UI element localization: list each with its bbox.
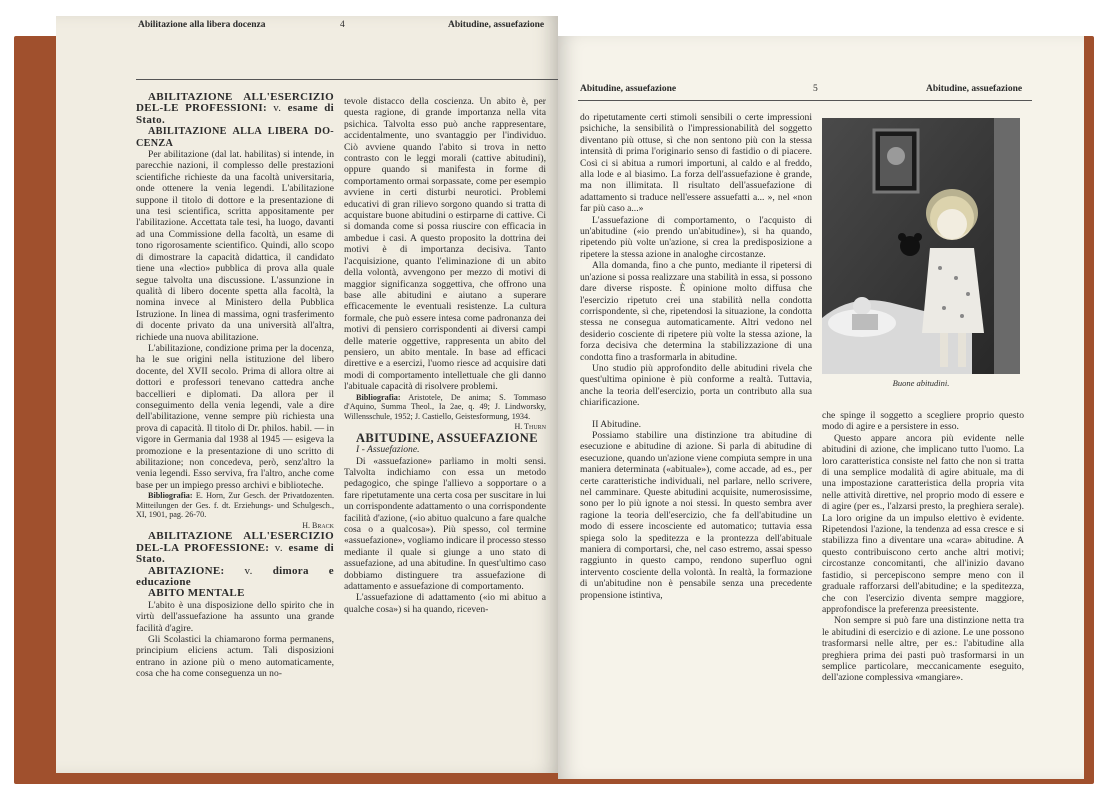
entry-title: ABITO MENTALE [148,587,245,600]
right-head-title: Abitudine, assuefazione [580,84,677,94]
paragraph: Uno studio più approfondito delle abitudini rivela che quest'ultima opinione è più conforme a realtà. Tuttavia, anche la teoria dell'esercizio, porta un contributo alla sua chiarificazione. [580,362,812,409]
entry-title: ABITAZIONE: v. dimora e educazione [136,564,334,589]
paragraph: tevole distacco della coscienza. Un abito è, per questa ragione, di grande importanza nella vita psichica. Talvolta esso può anche rappresentare, accidentalmente, uno svantaggio per l'individuo. Ciò avviene quando l'abito si trova in netto contrasto con le leggi morali (cattive abitudini), oppure quando si manifesta in forme di comportamento ormai sorpassate, come per esempio avviene in certi disturbi neurotici. Problemi educativi di gran rilievo sorgono quando si tratta di acquistare buone abitudini o estirparne di cattive. Ci si domanda come si possa riuscire con efficacia in ambedue i casi. A questo proposito la dottrina dei motivi è di importanza decisiva. Tanto l'acquisizione, quanto l'eliminazione di un abito della volontà, avvengono per mezzo di motivi di maggior significanza soggettiva, che offrono una base alle abitudini e aiutano a superare efficacemente le eventuali resistenze. La cultura formale, che può essere intesa come padronanza dei motivi di pensiero corrispondenti ai diversi campi delle materie oggettive, rappresenta un abito del pensiero, un abito mentale. In base ad efficaci direttive e a esercizi, l'uomo riesce ad acquisire dati modi di comportamento intellettuale che gli danno l'abituale capacità di risolvere problemi. [344,96,546,393]
paragraph: L'abilitazione, condizione prima per la docenza, ha le sue origini nella istituzione del libero docente, del XVII secolo. Prima di allora oltre ai dottori e professori tenevano cattedra anche baccellieri e diplomati. Da allora per il conseguimento della venia legendi, vale a dire dell'abilitazione, venne sempre più richiesta una prova di capacità. Il titolo di Dr. philos. habil. — in vigore in Germania dal 1938 al 1945 — esigeva la promozione e la presentazione di uno scritto di abilitazione; non concedeva, però, senz'altro la venia legendi. Esso serviva, fra l'altro, anche come base per un impiego presso archivi e biblioteche. [136,342,334,491]
paragraph: che spinge il soggetto a scegliere proprio questo modo di agire e a persistere in esso. [822,410,1024,433]
entry-title: ABILITAZIONE ALL'ESERCIZIO DEL-LA PROFESSIONE: v. esame di Stato. [136,530,334,566]
right-running-head [558,80,1084,100]
right-head-rule [578,100,1032,101]
section-heading: II Abitudine. [592,418,642,430]
entry-title: ABILITAZIONE ALL'ESERCIZIO DEL-LE PROFESSIONI: v. esame di Stato. [136,91,334,126]
left-head-rule [136,79,558,80]
right-column-2 [822,410,1024,684]
paragraph: Non sempre si può fare una distinzione netta tra le abitudini di esercizio e di azione. Le une possono trasformarsi nelle altre, per es.: l'abitudine alla preghiera prima dei pasti può trasformarsi in un semplice particolare, meccanicamente eseguito, dell'azione complessiva «mangiare». [822,615,1024,684]
author-signature: H. Brack [302,521,334,530]
paragraph: Questo appare ancora più evidente nelle abitudini di azione, che implicano tutto l'uomo. La loro caratteristica consiste nel fatto che non si tratta di una semplice modalità di agire abituale, ma di una impostazione caratteristica della propria vita nelle attività direttive, nel proprio modo di essere e di agire (per es., l'alzarsi presto, la preghiera serale). La loro origine da un impulso elettivo è evidente. Ripetendosi l'azione, la tendenza ad essa cresce e si stabilizza fino a diventare una «cara» abitudine. A questo contribuiscono certo anche altri motivi; circostanze concomitanti, che all'inizio davano fastidio, si percepiscono sempre meno con il graduale rafforzarsi dell'abitudine; e la speditezza, che con l'esercizio diventa sempre maggiore, approfondisce la preferenza preesistente. [822,432,1024,615]
entry-title: ABITUDINE, ASSUEFAZIONE [356,430,538,445]
section-heading: I - Assuefazione. [356,444,420,456]
right-column-1 [580,112,812,601]
paragraph: do ripetutamente certi stimoli sensibili o certe impressioni psichiche, la sensibilità o l'impressionabilità del soggetto diventano più ottuse, sì che non sentono più con la stessa intensità di prima l'originario senso di fastidio o di piacere. Così ci si abitua a rumori importuni, al caldo e al freddo, alla lode e al biasimo. La forza dell'assuefazione è grande, ma non illimitata. Il risultato dell'assuefazione di adattamento si traduce nell'essere assuefatti a... », nel «non far più caso a...» [580,112,812,215]
paragraph: Possiamo stabilire una distinzione tra abitudine di esecuzione e abitudine di azione. Si parla di abitudine di esecuzione, quando un'azione viene compiuta sempre in una maniera determinata («abituale»), come accade, ad es., per certe caratteristiche individuali, nel parlare, nello scrivere, nel camminare. Queste abitudini acquisite, numerosissime, sono per lo più ignote a noi stessi. In questo sembra aver ragione la teoria dell'esercizio, che fa dell'abitudine un modo di essere incosciente ed automatico; tuttavia essa spiega solo la speditezza e la prontezza dell'abituale maniera di comportarsi, che, nel caso estremo, assai spesso raggiunto in questo campo, rendono superfluo ogni intervento cosciente della volontà. In realtà, la formazione di un'abitudine non è pensabile senza una precedente propensione istintiva, [580,429,812,601]
bibliography: Bibliografia: E. Horn, Zur Gesch. der Privatdozenten. Mitteilungen der Ges. f. dt. Erziehungs- und Schulgesch., XI, 1901, pag. 26-70. [136,491,334,520]
paragraph: L'assuefazione di comportamento, o l'acquisto di un'abitudine («io prendo un'abitudine»), si ha quando, ripetendo più volte un'azione, si crea la predisposizione a ripetere la stessa azione in analoghe circostanze. [580,214,812,260]
paragraph: Per abilitazione (dal lat. habilitas) si intende, in parecchie nazioni, il complesso delle prestazioni scientifiche richieste da una facoltà universitaria, onde ottenere la venia legendi. L'abilitazione suppone il titolo di dottore e la presentazione di una tesi scientifica, scritta appositamente per l'abilitazione. Accettata tale tesi, ha luogo, davanti ad una Commissione della facoltà, un esame di tono rigorosamente scientifico. Quindi, allo scopo di dimostrare la capacità didattica, il candidato tiene una «lectio» pubblica di prova alla quale segue talvolta una discussione. L'assunzione in qualità di libero docente spetta alla facoltà, la nomina invece al Ministero della Pubblica Istruzione. In linea di massima, ogni trasferimento di docente privato da una università all'altra, richiede una nuova abilitazione. [136,149,334,343]
right-page-number: 5 [813,84,818,94]
entry-title: ABILITAZIONE ALLA LIBERA DO-CENZA [136,126,334,149]
photo-child-with-doll [822,118,1020,374]
left-head-title-right: Abitudine, assuefazione [448,20,545,30]
paragraph: L'assuefazione di adattamento («io mi abituo a qualche cosa») si ha quando, riceven- [344,592,546,615]
left-head-title: Abilitazione alla libera docenza [138,20,266,30]
right-head-title-right: Abitudine, assuefazione [926,84,1023,94]
left-column-1 [136,92,334,680]
left-running-head [56,16,558,36]
paragraph: Di «assuefazione» parliamo in molti sensi. Talvolta indichiamo con essa un metodo pedagogico, che spinge l'allievo a sopportare o a fare ripetutamente una certa cosa per suscitare in lui un corrispondente adattamento o una corrispondente facilità d'azione, («io abituo qualcuno a fare qualche cosa o a qualcosa»). Più spesso, col termine «assuefazione», vogliamo indicare il processo stesso mediante il quale si giunge a uno stato di assuefazione, ad una abitudine. In quest'ultimo caso dobbiamo distinguere tra assuefazione di adattamento e assuefazione di comportamento. [344,455,546,593]
bibliography: Bibliografia: Aristotele, De anima; S. Tommaso d'Aquino, Summa Theol., Ia 2ae, q. 49; J. Lindworsky, Willensschule, 1952; J. Castiello, Geistesformung, 1934. [344,392,546,421]
left-page-number: 4 [340,20,345,30]
left-page [56,16,558,773]
paragraph: L'abito è una disposizione dello spirito che in virtù dell'assuefazione ha assunto una grande facilità d'agire. [136,599,334,634]
right-page [558,36,1084,779]
paragraph: Alla domanda, fino a che punto, mediante il ripetersi di un'azione si possa realizzare una stabilità in essa, si possono dare diverse risposte. È opinione molto diffusa che l'esercizio ripetuto crei una stabilità nella condotta corrispondente, sì che, ripetendosi la situazione, la condotta stessa ne consegua automaticamente. Altri vedono nel desiderio cosciente di ripetere più volte la stessa azione, la forza decisiva che determina la stabilizzazione di una condotta fino a trasformarla in abitudine. [580,260,812,363]
photo-caption: Buone abitudini. [892,378,950,388]
left-column-2 [344,96,546,615]
author-signature: H. Thurn [514,422,546,432]
paragraph: Gli Scolastici la chiamarono forma permanens, principium eliciens actum. Tali disposizioni entrano in azione più o meno automaticamente, cosa che ha come conseguenza un no- [136,634,334,680]
